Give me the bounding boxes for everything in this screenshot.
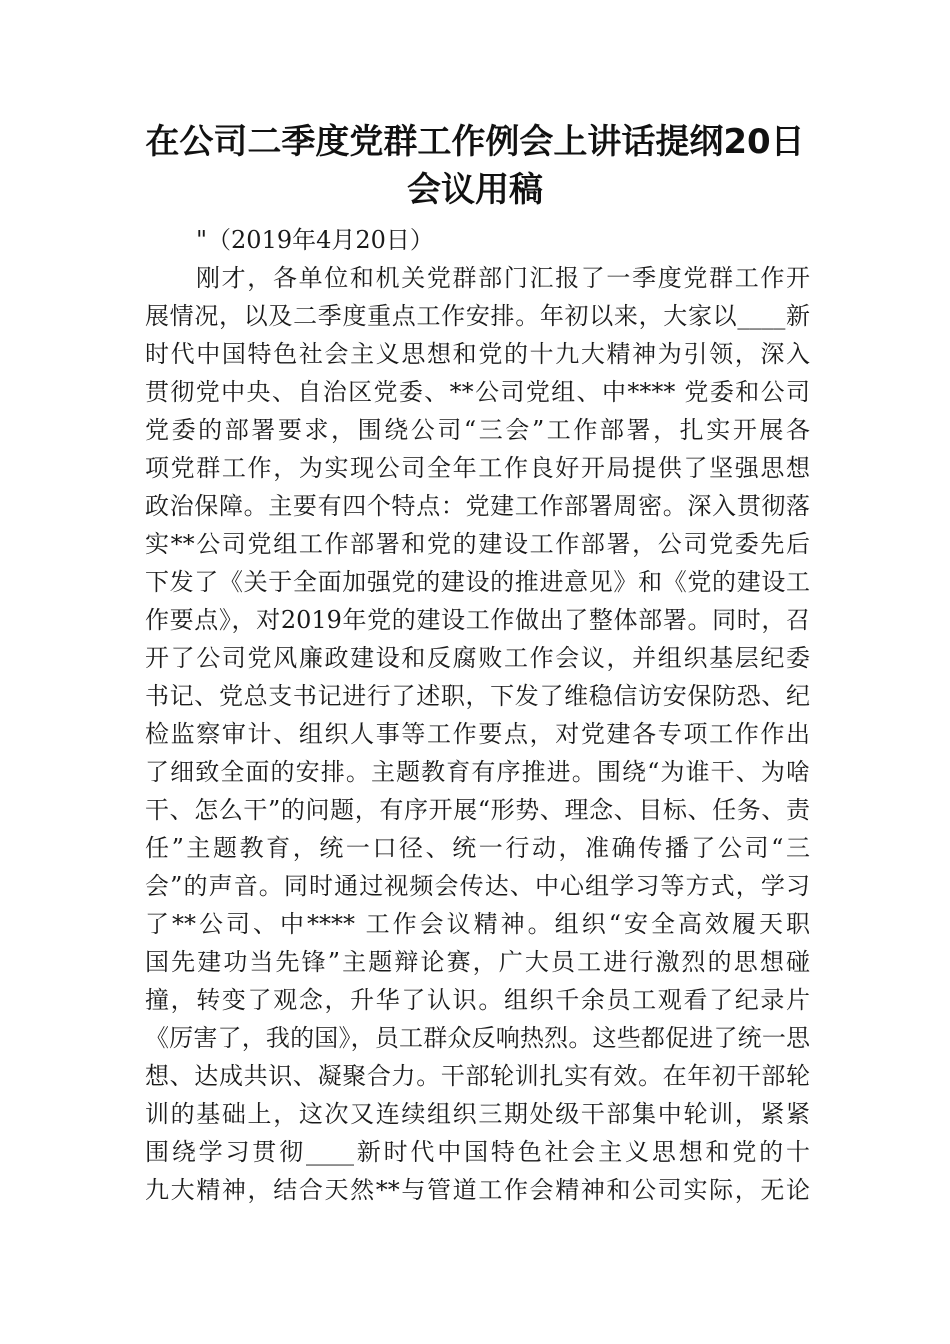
body-line: 九大精神，结合天然**与管道工作会精神和公司实际，无论 bbox=[145, 1176, 810, 1204]
body-line: 政治保障。主要有四个特点：党建工作部署周密。深入贯彻落 bbox=[145, 492, 810, 520]
body-line: 党委的部署要求，围绕公司“三会”工作部署，扎实开展各 bbox=[145, 416, 810, 444]
body-line: 围绕学习贯彻____新时代中国特色社会主义思想和党的十 bbox=[145, 1138, 810, 1166]
body-line: 训的基础上，这次又连续组织三期处级干部集中轮训，紧紧 bbox=[145, 1100, 810, 1128]
body-line: 想、达成共识、凝聚合力。干部轮训扎实有效。在年初干部轮 bbox=[145, 1062, 810, 1090]
body-line: 下发了《关于全面加强党的建设的推进意见》和《党的建设工 bbox=[145, 568, 810, 596]
body-line: 作要点》，对2019年党的建设工作做出了整体部署。同时，召 bbox=[145, 606, 810, 634]
body-line: 时代中国特色社会主义思想和党的十九大精神为引领，深入 bbox=[145, 340, 810, 368]
body-line: 会”的声音。同时通过视频会传达、中心组学习等方式，学习 bbox=[145, 872, 810, 900]
document-title-line-2: 会议用稿 bbox=[407, 170, 543, 210]
document-title-line-1: 在公司二季度党群工作例会上讲话提纲20日 bbox=[145, 122, 805, 162]
body-line: 刚才，各单位和机关党群部门汇报了一季度党群工作开 bbox=[196, 264, 810, 292]
body-line: 开了公司党风廉政建设和反腐败工作会议，并组织基层纪委 bbox=[145, 644, 810, 672]
body-line: 撞，转变了观念，升华了认识。组织千余员工观看了纪录片 bbox=[145, 986, 810, 1014]
body-line: 贯彻党中央、自治区党委、**公司党组、中**** 党委和公司 bbox=[145, 378, 810, 406]
date-line: "（2019年4月20日） bbox=[196, 226, 434, 254]
body-line: 任”主题教育，统一口径、统一行动，准确传播了公司“三 bbox=[145, 834, 810, 862]
body-line: 实**公司党组工作部署和党的建设工作部署，公司党委先后 bbox=[145, 530, 810, 558]
body-line: 国先建功当先锋”主题辩论赛，广大员工进行激烈的思想碰 bbox=[145, 948, 810, 976]
body-line: 了细致全面的安排。主题教育有序推进。围绕“为谁干、为啥 bbox=[145, 758, 810, 786]
body-line: 检监察审计、组织人事等工作要点，对党建各专项工作作出 bbox=[145, 720, 810, 748]
body-line: 书记、党总支书记进行了述职，下发了维稳信访安保防恐、纪 bbox=[145, 682, 810, 710]
body-line: 项党群工作，为实现公司全年工作良好开局提供了坚强思想 bbox=[145, 454, 810, 482]
body-line: 干、怎么干”的问题，有序开展“形势、理念、目标、任务、责 bbox=[145, 796, 810, 824]
body-line: 了**公司、中**** 工作会议精神。组织“安全高效履天职 bbox=[145, 910, 810, 938]
body-line: 《厉害了，我的国》，员工群众反响热烈。这些都促进了统一思 bbox=[145, 1024, 810, 1052]
body-line: 展情况，以及二季度重点工作安排。年初以来，大家以____新 bbox=[145, 302, 810, 330]
